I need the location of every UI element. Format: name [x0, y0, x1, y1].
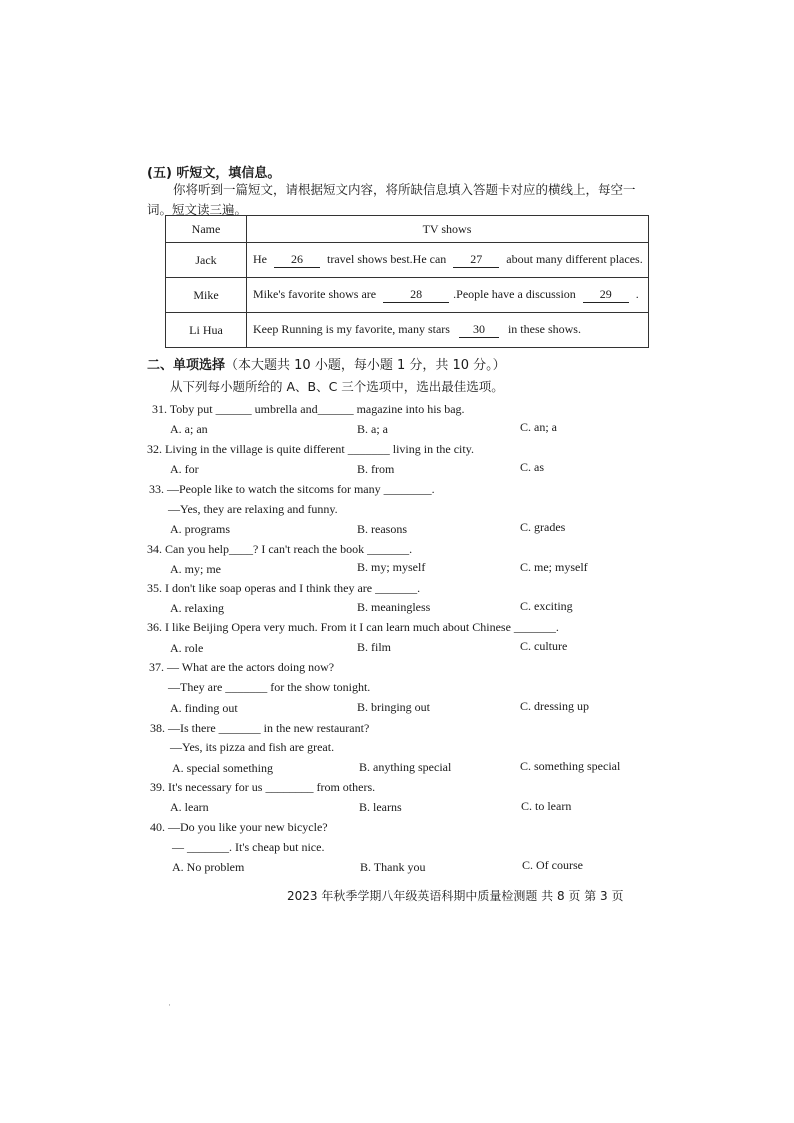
text-part: Mike's favorite shows are [253, 287, 377, 301]
question-stem-line2: —Yes, its pizza and fish are great. [170, 740, 335, 754]
text-part: about many different places. [506, 252, 643, 266]
header-content: TV shows [247, 216, 649, 243]
listening-section-title: (五) 听短文，填信息。 [147, 166, 281, 181]
option-b[interactable]: B. Thank you [360, 860, 426, 874]
option-b[interactable]: B. my; myself [357, 560, 426, 574]
text-part: in these shows. [507, 322, 581, 336]
question-stem-line2: —They are _______ for the show tonight. [168, 680, 371, 694]
table-row [166, 278, 649, 313]
row-name: Mike [166, 278, 247, 313]
option-b[interactable]: B. bringing out [357, 700, 431, 714]
option-a[interactable]: A. finding out [170, 701, 238, 715]
option-a[interactable]: A. special something [172, 761, 273, 775]
option-b[interactable]: B. film [357, 640, 392, 654]
text-part: travel shows best.He can [327, 252, 447, 266]
answer-blank-29[interactable]: 29 [583, 287, 629, 303]
option-c[interactable]: C. an; a [520, 420, 557, 434]
row-name: Jack [166, 243, 247, 278]
option-b[interactable]: B. meaningless [357, 600, 431, 614]
option-c[interactable]: C. to learn [521, 799, 572, 813]
listening-instruction: 你将听到一篇短文，请根据短文内容，将所缺信息填入答题卡对应的横线上，每空一词。短文读三遍。 [147, 182, 636, 217]
option-c[interactable]: C. exciting [520, 599, 573, 613]
option-a[interactable]: A. my; me [170, 562, 221, 576]
option-a[interactable]: A. role [170, 641, 204, 655]
question-stem-line2: —Yes, they are relaxing and funny. [168, 502, 338, 516]
answer-blank-27[interactable]: 27 [453, 252, 499, 268]
table-row [166, 243, 649, 278]
section2-heading: 二、单项选择 [147, 358, 226, 373]
option-a[interactable]: A. programs [170, 522, 230, 536]
text-part: .People have a discussion [453, 287, 576, 301]
option-c[interactable]: C. culture [520, 639, 568, 653]
option-b[interactable]: B. learns [359, 800, 402, 814]
option-b[interactable]: B. from [357, 462, 395, 476]
row-name: Li Hua [166, 313, 247, 348]
row-content [247, 243, 649, 278]
table-header-row [166, 216, 649, 243]
section2-note: （本大题共 10 小题，每小题 1 分，共 10 分。） [225, 358, 506, 373]
option-a[interactable]: A. relaxing [170, 601, 224, 615]
option-a[interactable]: A. a; an [170, 422, 208, 436]
scan-speck: · [168, 1000, 171, 1010]
option-b[interactable]: B. reasons [357, 522, 407, 536]
question-stem: 38. —Is there _______ in the new restaurant? [150, 721, 370, 735]
option-b[interactable]: B. anything special [359, 760, 452, 774]
text-part: He [253, 252, 267, 266]
answer-blank-28[interactable]: 28 [383, 287, 449, 303]
option-c[interactable]: C. me; myself [520, 560, 588, 574]
option-c[interactable]: C. as [520, 460, 544, 474]
answer-blank-30[interactable]: 30 [459, 322, 499, 338]
header-name: Name [166, 216, 247, 243]
option-c[interactable]: C. Of course [522, 858, 583, 872]
option-b[interactable]: B. a; a [357, 422, 388, 436]
option-c[interactable]: C. grades [520, 520, 566, 534]
tv-shows-table [165, 215, 649, 348]
question-stem: 35. I don't like soap operas and I think they are _______. [147, 581, 421, 595]
answer-blank-26[interactable]: 26 [274, 252, 320, 268]
text-part: . [635, 287, 639, 301]
question-stem: 34. Can you help____? I can't reach the book _______. [147, 542, 413, 556]
question-stem: 32. Living in the village is quite different _______ living in the city. [147, 442, 474, 456]
page-footer: 2023 年秋季学期八年级英语科期中质量检测题 共 8 页 第 3 页 [287, 889, 624, 903]
option-c[interactable]: C. dressing up [520, 699, 589, 713]
question-stem: 39. It's necessary for us ________ from others. [150, 780, 376, 794]
option-a[interactable]: A. for [170, 462, 199, 476]
row-content [247, 278, 649, 313]
text-part: Keep Running is my favorite, many stars [253, 322, 450, 336]
row-content [247, 313, 649, 348]
question-stem: 36. I like Beijing Opera very much. From it I can learn much about Chinese _______. [147, 620, 559, 634]
question-stem-line2: — _______. It's cheap but nice. [172, 840, 325, 854]
question-stem: 40. —Do you like your new bicycle? [150, 820, 328, 834]
option-c[interactable]: C. something special [520, 759, 621, 773]
section2-instruction: 从下列每小题所给的 A、B、C 三个选项中，选出最佳选项。 [170, 379, 504, 394]
question-stem: 33. —People like to watch the sitcoms for many ________. [149, 482, 435, 496]
question-stem: 31. Toby put ______ umbrella and______ magazine into his bag. [152, 402, 465, 416]
section2-title [147, 354, 506, 373]
table-row [166, 313, 649, 348]
question-stem: 37. — What are the actors doing now? [149, 660, 335, 674]
option-a[interactable]: A. learn [170, 800, 209, 814]
option-a[interactable]: A. No problem [172, 860, 245, 874]
